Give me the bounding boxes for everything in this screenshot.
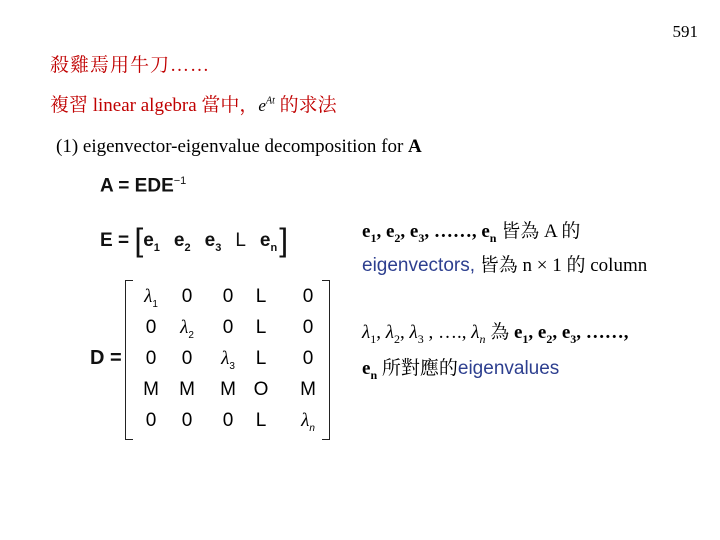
page-number: 591 — [672, 22, 698, 41]
matrix-cell-r2-c4: L — [255, 317, 267, 338]
matrix-cell-r1-c3: 0 — [222, 286, 234, 307]
matrix-cell-r3-c5: 0 — [302, 348, 314, 369]
note2-word: eigenvalues — [457, 357, 560, 379]
note1-word: eigenvectors, — [362, 254, 476, 276]
note2-vectors: $e_1$, $e_2$, $e_3$, ……, — [513, 322, 629, 346]
matrix-cell-r3-c4: L — [255, 348, 267, 369]
matrix-cell-r4-c1: M — [143, 379, 159, 400]
matrix-exponential — [258, 95, 274, 116]
ellipsis-cell: L — [235, 230, 246, 251]
matrix-cell-r1-c4: L — [255, 286, 267, 307]
matrix-cell-r3-c2: 0 — [181, 348, 193, 369]
exp-base: e — [258, 96, 266, 115]
en-cell: $e_n$ — [259, 230, 278, 254]
eigenvalue-note — [362, 318, 629, 390]
section-bold: A — [408, 136, 422, 157]
e1-cell: $e_1$ — [143, 230, 160, 254]
matrix-cell-r1-c5: 0 — [302, 286, 314, 307]
left-bracket: [ — [134, 222, 144, 258]
note2-line2 — [362, 354, 629, 390]
section-text: (1) eigenvector-eigenvalue decomposition for — [56, 136, 409, 157]
note1-line2 — [362, 252, 647, 280]
note1-line2-text: 皆為 n × 1 的 column — [475, 254, 648, 276]
matrix-cell-r4-c5: M — [300, 379, 316, 400]
note1-line1 — [362, 218, 647, 252]
note2-values: $\lambda_1$, $\lambda_2$, $\lambda_3$ , …., $\lambda_n$ — [362, 322, 486, 346]
matrix-cell-r3-c3: $\lambda_3$ — [221, 348, 235, 372]
note2-line1-text: 為 — [485, 322, 514, 343]
diagonal-matrix — [125, 280, 330, 440]
note2-line1 — [362, 318, 629, 354]
exp-sup: At — [265, 95, 275, 107]
matrix-cell-r4-c2: M — [179, 379, 195, 400]
eigenvector-note — [362, 218, 647, 280]
matrix-cell-r1-c1: $\lambda_1$ — [144, 286, 158, 310]
matrix-cell-r2-c1: 0 — [145, 317, 157, 338]
matrix-cell-r2-c5: 0 — [302, 317, 314, 338]
subtitle-suffix: 的求法 — [274, 95, 337, 116]
equation-eigenvector-matrix — [100, 222, 288, 259]
subtitle-prefix: 複習 linear algebra 當中， — [50, 95, 259, 116]
note1-vectors: $e_1$, $e_2$, $e_3$, ……, $e_n$ — [362, 221, 497, 245]
matrix-cell-r2-c3: 0 — [222, 317, 234, 338]
right-bracket: ] — [279, 222, 289, 258]
note2-line2-text: 所對應的 — [377, 357, 458, 379]
equation1-lhs: A = EDE — [100, 175, 174, 197]
note2-en: $e_n$ — [362, 357, 378, 382]
section-heading — [56, 136, 422, 158]
matrix-cell-r5-c5: $\lambda_n$ — [301, 410, 315, 434]
subtitle — [50, 90, 337, 117]
matrix-cell-r5-c1: 0 — [145, 410, 157, 431]
e3-cell: $e_3$ — [204, 230, 222, 254]
matrix-cell-r5-c2: 0 — [181, 410, 193, 431]
note1-line1-text: 皆為 A 的 — [496, 221, 581, 242]
matrix-cell-r5-c4: L — [255, 410, 267, 431]
e2-cell: $e_2$ — [173, 230, 191, 254]
matrix-label: D = — [90, 347, 122, 369]
equation2-lhs: E = — [100, 230, 135, 251]
matrix-cell-r5-c3: 0 — [222, 410, 234, 431]
equation1-sup: −1 — [173, 175, 187, 187]
slide-title: 殺雞焉用牛刀…… — [50, 55, 211, 76]
matrix-cell-r4-c4: O — [253, 379, 269, 400]
matrix-cell-r2-c2: $\lambda_2$ — [180, 317, 194, 341]
matrix-cell-r3-c1: 0 — [145, 348, 157, 369]
matrix-cell-r1-c2: 0 — [181, 286, 193, 307]
equation-decomposition — [100, 175, 186, 197]
matrix-cell-r4-c3: M — [220, 379, 236, 400]
